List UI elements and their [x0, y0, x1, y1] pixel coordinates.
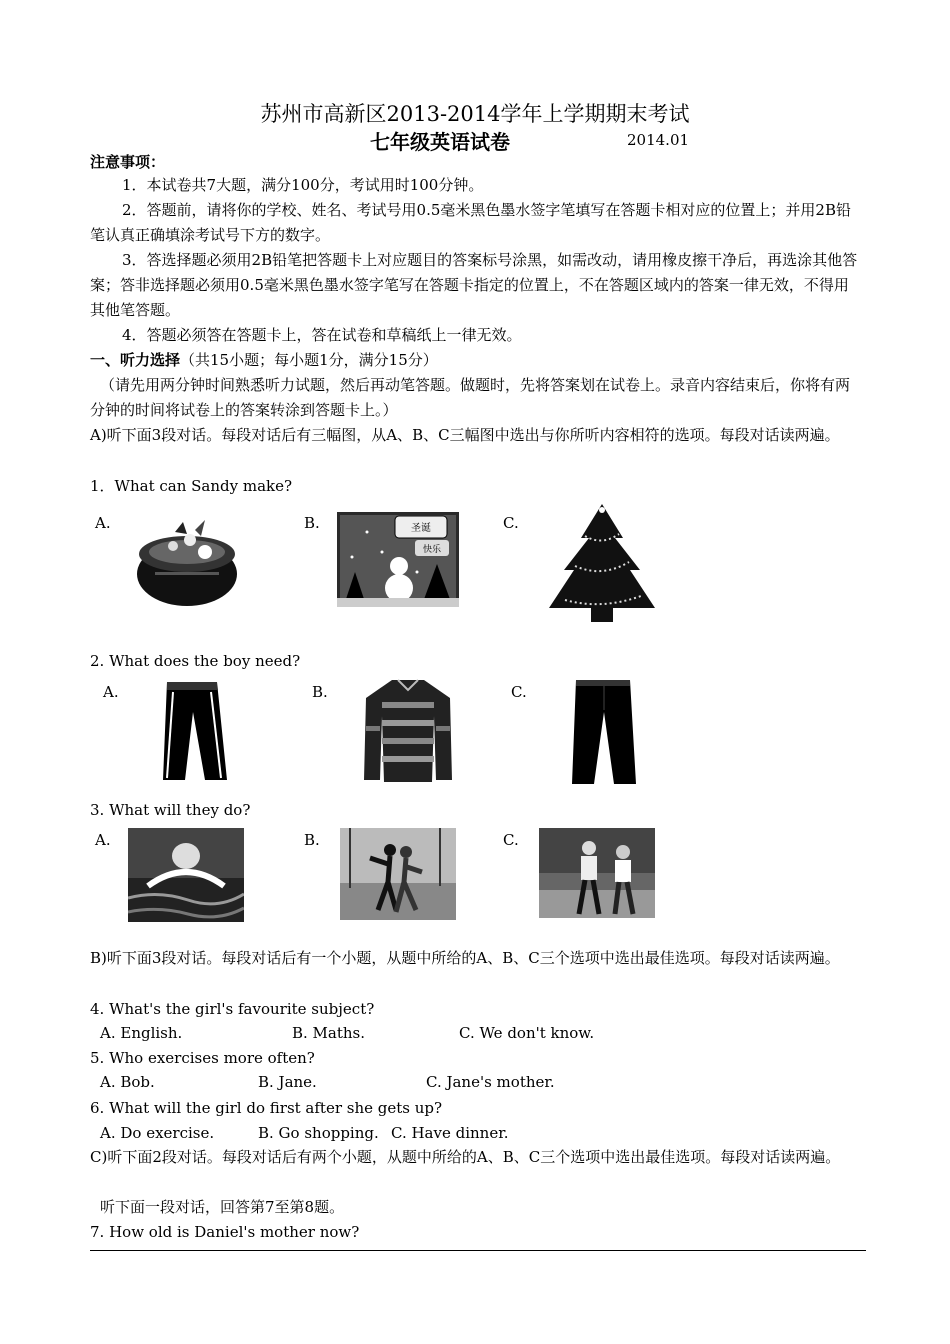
- q1-option-a-label: A.: [95, 514, 111, 532]
- notice-item-3: 3．答选择题必须用2B铅笔把答题卡上对应题目的答案标号涂黑，如需改动，请用橡皮擦干净后，再选涂其他答案；答非选择题必须用0.5毫米黑色墨水签字笔写在答题卡指定的位置上，不在答题区域内的答案一律无效，不得用其他笔答题。: [90, 251, 858, 319]
- q5-option-b[interactable]: B. Jane.: [258, 1073, 317, 1091]
- q4-option-a[interactable]: A. English.: [100, 1024, 183, 1042]
- question-1: 1．What can Sandy make?: [90, 477, 293, 495]
- christmas-card-image[interactable]: [337, 512, 459, 607]
- q1-option-b-label: B.: [304, 514, 320, 532]
- section1-header: [90, 350, 438, 370]
- track-pants-image[interactable]: [155, 678, 235, 784]
- notice-item-1: 1．本试卷共7大题，满分100分，考试用时100分钟。: [122, 176, 484, 194]
- running-image[interactable]: [539, 828, 655, 918]
- q2-option-c-label: C.: [511, 683, 527, 701]
- svg-text:圣诞: 圣诞: [411, 523, 431, 534]
- part-c-instructions: C)听下面2段对话。每段对话后有两个小题，从题中所给的A、B、C三个选项中选出最佳选项。每段对话读两遍。: [90, 1148, 841, 1166]
- q6-option-b[interactable]: B. Go shopping.: [258, 1124, 379, 1142]
- q4-option-c[interactable]: C. We don't know.: [459, 1024, 595, 1042]
- q6-option-a[interactable]: A. Do exercise.: [100, 1124, 215, 1142]
- q1-option-c-label: C.: [503, 514, 519, 532]
- part-b-instructions: B)听下面3段对话。每段对话后有一个小题，从题中所给的A、B、C三个选项中选出最佳选项。每段对话读两遍。: [90, 949, 840, 967]
- part-c-sub-instructions: 听下面一段对话，回答第7至第8题。: [100, 1198, 345, 1216]
- section1-intro: （请先用两分钟时间熟悉听力试题，然后再动笔答题。做题时，先将答案划在试卷上。录音内容结束后，你将有两分钟的时间将试卷上的答案转涂到答题卡上。）: [90, 376, 851, 419]
- section1-info: （共15小题；每小题1分，满分15分）: [180, 351, 438, 369]
- dancing-image[interactable]: [340, 828, 456, 920]
- exam-subtitle: 七年级英语试卷: [370, 130, 510, 154]
- q2-option-b-label: B.: [312, 683, 328, 701]
- question-2: 2. What does the boy need?: [90, 652, 301, 670]
- notice-heading: 注意事项：: [90, 153, 166, 171]
- q3-option-b-label: B.: [304, 831, 320, 849]
- q5-option-a[interactable]: A. Bob.: [100, 1073, 155, 1091]
- q4-option-b[interactable]: B. Maths.: [292, 1024, 366, 1042]
- exam-date: 2014.01: [627, 131, 690, 149]
- question-4: 4. What's the girl's favourite subject?: [90, 1000, 375, 1018]
- q6-option-c[interactable]: C. Have dinner.: [391, 1124, 509, 1142]
- part-a-instructions: A)听下面3段对话。每段对话后有三幅图，从A、B、C三幅图中选出与你所听内容相符的选项。每段对话读两遍。: [90, 426, 840, 444]
- page-divider: [90, 1250, 866, 1251]
- q5-option-c[interactable]: C. Jane's mother.: [426, 1073, 555, 1091]
- question-6: 6. What will the girl do first after she gets up?: [90, 1099, 443, 1117]
- notice-item-4: 4．答题必须答在答题卡上，答在试卷和草稿纸上一律无效。: [122, 326, 522, 344]
- cake-image[interactable]: [135, 512, 240, 612]
- q2-option-a-label: A.: [103, 683, 119, 701]
- swimming-image[interactable]: [128, 828, 244, 922]
- svg-text:快乐: 快乐: [422, 545, 442, 555]
- question-5: 5. Who exercises more often?: [90, 1049, 315, 1067]
- question-3: 3. What will they do?: [90, 801, 251, 819]
- exam-title: 苏州市高新区2013-2014学年上学期期末考试: [260, 102, 690, 126]
- sweater-image[interactable]: [362, 676, 454, 786]
- notice-item-2: 2．答题前，请将你的学校、姓名、考试号用0.5毫米黑色墨水签字笔填写在答题卡相对应的位置上；并用2B铅笔认真正确填涂考试号下方的数字。: [90, 201, 851, 244]
- q3-option-a-label: A.: [95, 831, 111, 849]
- section1-heading: 一、听力选择: [90, 351, 181, 369]
- q3-option-c-label: C.: [503, 831, 519, 849]
- christmas-tree-cookie-image[interactable]: [545, 500, 660, 625]
- jeans-image[interactable]: [568, 676, 640, 788]
- question-7: 7. How old is Daniel's mother now?: [90, 1223, 360, 1241]
